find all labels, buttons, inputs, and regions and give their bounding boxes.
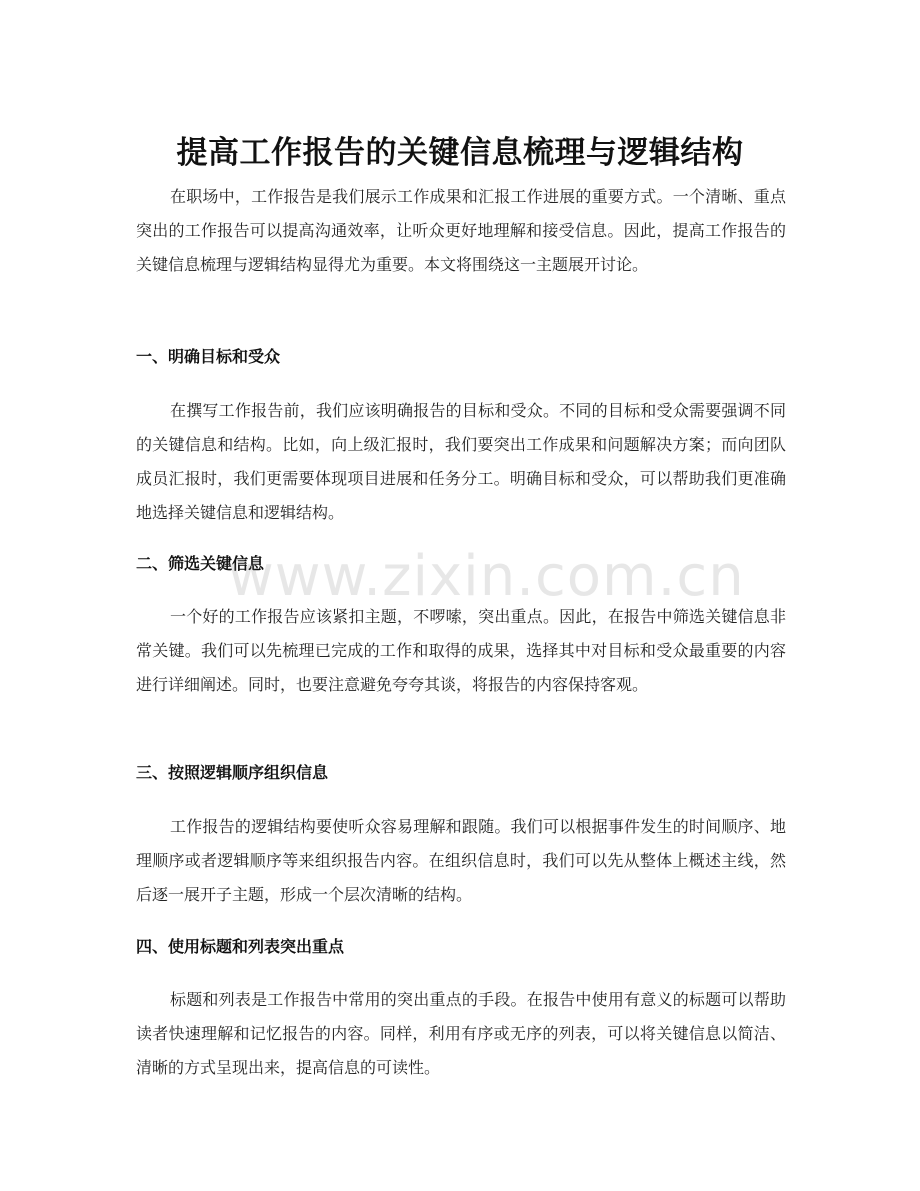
document-title: 提高工作报告的关键信息梳理与逻辑结构	[176, 134, 744, 171]
section-heading-3: 三、按照逻辑顺序组织信息	[136, 763, 329, 782]
section-heading-2: 二、筛选关键信息	[136, 554, 265, 573]
intro-paragraph: 在职场中，工作报告是我们展示工作成果和汇报工作进展的重要方式。一个清晰、重点突出的工作报告可以提高沟通效率，让听众更好地理解和接受信息。因此，提高工作报告的关键信息梳理与逻辑结构显得尤为重要。本文将围绕这一主题展开讨论。	[136, 187, 786, 274]
section-body-2: 一个好的工作报告应该紧扣主题，不啰嗦，突出重点。因此，在报告中筛选关键信息非常关键。我们可以先梳理已完成的工作和取得的成果，选择其中对目标和受众最重要的内容进行详细阐述。同时，也要注意避免夸夸其谈，将报告的内容保持客观。	[136, 607, 786, 694]
section-heading-1: 一、明确目标和受众	[136, 347, 281, 366]
watermark-text: www.zixin.com.cn	[228, 544, 745, 609]
section-heading-4: 四、使用标题和列表突出重点	[136, 937, 345, 956]
section-body-3: 工作报告的逻辑结构要使听众容易理解和跟随。我们可以根据事件发生的时间顺序、地理顺序或者逻辑顺序等来组织报告内容。在组织信息时，我们可以先从整体上概述主线，然后逐一展开子主题，形成一个层次清晰的结构。	[136, 817, 786, 904]
section-body-1: 在撰写工作报告前，我们应该明确报告的目标和受众。不同的目标和受众需要强调不同的关键信息和结构。比如，向上级汇报时，我们要突出工作成果和问题解决方案；而向团队成员汇报时，我们更需要体现项目进展和任务分工。明确目标和受众，可以帮助我们更准确地选择关键信息和逻辑结构。	[136, 401, 786, 522]
section-body-4: 标题和列表是工作报告中常用的突出重点的手段。在报告中使用有意义的标题可以帮助读者快速理解和记忆报告的内容。同样，利用有序或无序的列表，可以将关键信息以简洁、清晰的方式呈现出来，提高信息的可读性。	[136, 990, 786, 1077]
